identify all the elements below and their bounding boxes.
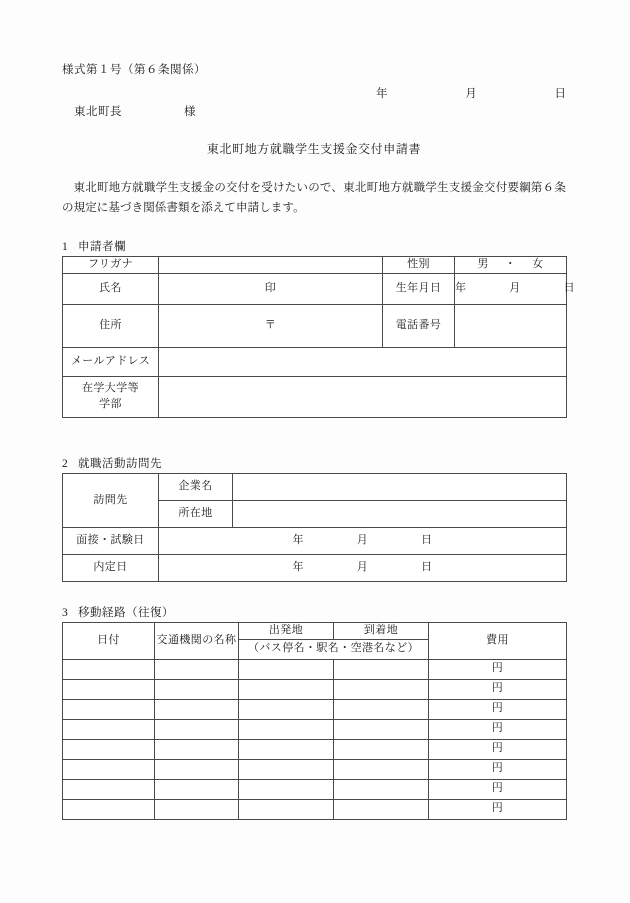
route-arrival-cell[interactable] [334,679,429,699]
route-transport-cell[interactable] [155,719,239,739]
route-arrival-cell[interactable] [334,699,429,719]
birthdate-label: 生年月日 [383,273,455,304]
currency-unit: 円 [491,662,504,675]
birth-day-label: 日 [563,281,575,294]
route-cost-cell[interactable] [429,759,567,779]
addressee-line [74,103,196,119]
route-arrival-cell[interactable] [334,739,429,759]
section-3-number: 3 [62,607,69,619]
school-label [63,376,159,417]
table-row [63,799,567,819]
route-arrival-cell[interactable] [334,719,429,739]
section-1-label [62,238,126,254]
route-arrival-cell[interactable] [334,779,429,799]
route-date-cell[interactable] [63,699,155,719]
route-date-cell[interactable] [63,719,155,739]
name-input[interactable] [159,273,383,304]
address-input[interactable] [159,304,383,347]
route-departure-cell[interactable] [239,759,334,779]
header-transport: 交通機関の名称 [155,623,239,660]
table-row [63,739,567,759]
currency-unit: 円 [491,702,504,715]
gender-separator: ・ [504,258,517,270]
route-departure-cell[interactable] [239,779,334,799]
travel-route-body [63,659,567,819]
section-2-label [62,455,162,471]
currency-unit: 円 [491,722,504,735]
route-cost-cell[interactable] [429,719,567,739]
route-transport-cell[interactable] [155,759,239,779]
route-date-cell[interactable] [63,659,155,679]
gender-female[interactable]: 女 [532,258,544,270]
header-cost: 費用 [429,623,567,660]
currency-unit: 円 [491,762,504,775]
gender-male[interactable]: 男 [477,258,489,270]
form-sheet [62,0,575,903]
email-input[interactable] [159,347,567,376]
table-row [63,273,567,304]
table-row [63,474,567,501]
furigana-label: フリガナ [63,257,159,274]
company-input[interactable] [233,474,567,501]
interview-day-label: 日 [421,534,433,547]
route-departure-cell[interactable] [239,739,334,759]
date-year-label: 年 [376,88,388,100]
route-arrival-cell[interactable] [334,799,429,819]
document-title: 東北町地方就職学生支援金交付申請書 [206,142,422,156]
address-label: 住所 [63,304,159,347]
table-row [63,779,567,799]
route-date-cell[interactable] [63,779,155,799]
table-header-row [63,623,567,640]
visit-table [62,473,567,582]
section-1-title: 申請者欄 [78,241,126,253]
route-arrival-cell[interactable] [334,659,429,679]
route-date-cell[interactable] [63,739,155,759]
interview-date-label: 面接・試験日 [63,528,159,555]
route-transport-cell[interactable] [155,799,239,819]
table-row [63,699,567,719]
phone-input[interactable] [455,304,567,347]
location-label: 所在地 [159,501,233,528]
interview-year-label: 年 [292,534,304,547]
route-cost-cell[interactable] [429,739,567,759]
gender-options[interactable] [455,257,567,274]
currency-unit: 円 [491,682,504,695]
table-row [63,304,567,347]
date-day-label: 日 [554,88,566,100]
table-row [63,555,567,582]
offer-month-label: 月 [356,561,369,574]
route-departure-cell[interactable] [239,699,334,719]
phone-label: 電話番号 [383,304,455,347]
name-label: 氏名 [63,273,159,304]
seal-mark: 印 [264,281,277,294]
offer-date-label: 内定日 [63,555,159,582]
table-row [63,347,567,376]
table-row [63,376,567,417]
route-date-cell[interactable] [63,759,155,779]
route-transport-cell[interactable] [155,659,239,679]
section-1-number: 1 [62,241,69,253]
birth-year-label: 年 [455,281,467,294]
school-label-line1: 在学大学等 [82,382,139,394]
route-transport-cell[interactable] [155,779,239,799]
submission-date-line [376,85,566,101]
form-number: 様式第１号（第６条関係） [62,64,206,76]
route-cost-cell[interactable] [429,799,567,819]
route-transport-cell[interactable] [155,739,239,759]
birthdate-input[interactable] [455,273,575,304]
offer-day-label: 日 [421,561,433,574]
interview-month-label: 月 [356,534,369,547]
currency-unit: 円 [491,782,504,795]
table-row [63,528,567,555]
header-place-note: （バス停名・駅名・空港名など） [239,639,429,659]
section-3-title: 移動経路（往復） [78,607,174,619]
birth-month-label: 月 [509,281,521,294]
interview-date-input[interactable] [159,528,567,555]
currency-unit: 円 [491,802,504,815]
table-row [63,679,567,699]
header-departure: 出発地 [239,623,334,640]
route-date-cell[interactable] [63,799,155,819]
route-transport-cell[interactable] [155,699,239,719]
travel-route-table [62,622,567,820]
route-departure-cell[interactable] [239,659,334,679]
addressee-honorific: 様 [184,106,196,118]
table-row [63,759,567,779]
currency-unit: 円 [491,742,504,755]
email-label: メールアドレス [63,347,159,376]
route-cost-cell[interactable] [429,699,567,719]
route-cost-cell[interactable] [429,779,567,799]
table-row [63,659,567,679]
postal-mark-icon: 〒 [264,318,277,331]
route-transport-cell[interactable] [155,679,239,699]
route-cost-cell[interactable] [429,659,567,679]
header-date: 日付 [63,623,155,660]
school-input[interactable] [159,376,567,417]
section-2-title: 就職活動訪問先 [78,458,162,470]
school-label-line2: 学部 [99,397,122,410]
applicant-table [62,256,575,418]
company-label: 企業名 [159,474,233,501]
section-2-number: 2 [62,458,69,470]
table-row [63,719,567,739]
visit-label: 訪問先 [63,474,159,528]
offer-year-label: 年 [292,561,304,574]
header-arrival: 到着地 [334,623,429,640]
route-date-cell[interactable] [63,679,155,699]
addressee-name: 東北町長 [74,106,122,118]
intro-paragraph: 東北町地方就職学生支援金の交付を受けたいので、東北町地方就職学生支援金交付要綱第６条の規定に基づき関係書類を添えて申請します。 [62,182,566,215]
section-3-label [62,604,174,620]
furigana-input[interactable] [159,257,383,274]
offer-date-input[interactable] [159,555,567,582]
location-input[interactable] [233,501,567,528]
gender-label: 性別 [383,257,455,274]
date-month-label: 月 [465,88,477,100]
route-departure-cell[interactable] [239,799,334,819]
route-departure-cell[interactable] [239,679,334,699]
table-row [63,257,567,274]
route-cost-cell[interactable] [429,679,567,699]
route-departure-cell[interactable] [239,719,334,739]
route-arrival-cell[interactable] [334,759,429,779]
